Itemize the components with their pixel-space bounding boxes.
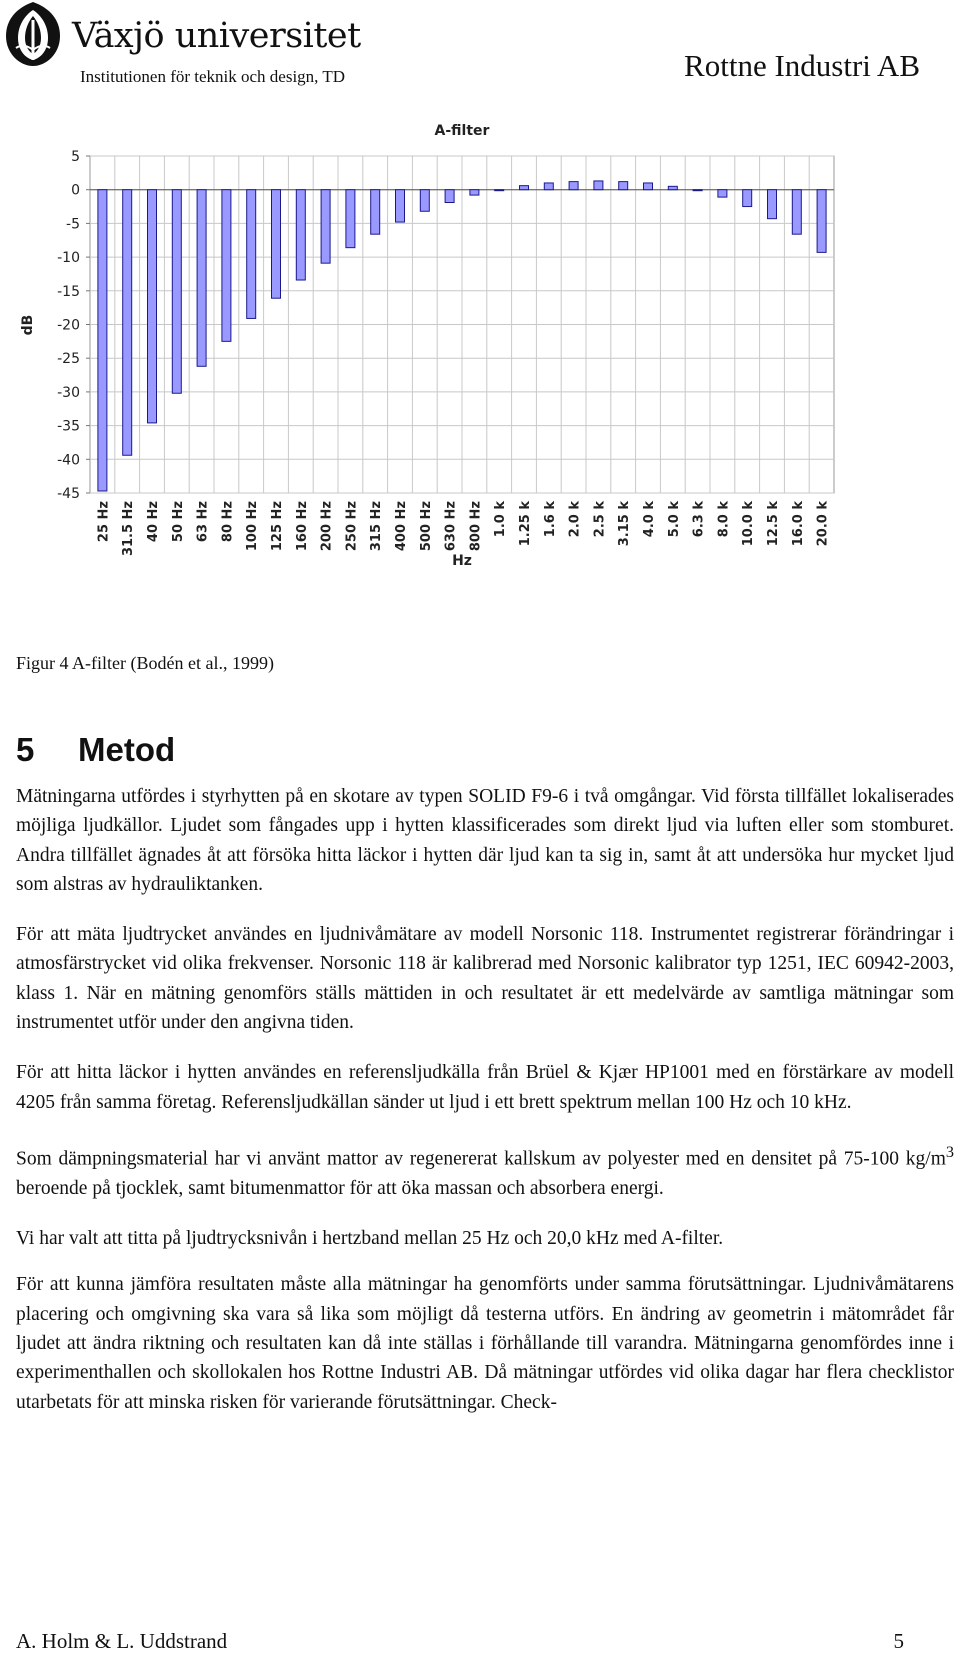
x-tick-label: 3.15 k [617, 501, 633, 547]
bar [222, 190, 231, 342]
paragraph-text: Som dämpningsmaterial har vi använt mattor av regenererat kallskum av polyester med en densitet på 75-100 kg/m [16, 1148, 946, 1170]
y-tick-label: -10 [57, 250, 80, 267]
company-name: Rottne Industri AB [684, 48, 920, 83]
x-tick-label: 800 Hz [468, 501, 484, 552]
x-tick-label: 16.0 k [790, 501, 806, 547]
x-tick-label: 1.6 k [542, 501, 558, 538]
x-tick-label: 8.0 k [716, 501, 732, 538]
bar [668, 186, 677, 189]
x-tick-label: 50 Hz [170, 501, 186, 543]
paragraph: För att kunna jämföra resultaten måste alla mätningar ha genomförts under samma förutsättningar. Ljudnivåmätarens placering och omgivning ska vara så lika som möjligt då testerna utförs. En ändring av geometrin i mätområdet får ljudet att ändra riktning och resultaten kan då inte ställas i förhållande till varandra. Mätningarna genomfördes inne i experimenthallen och skollokalen hos Rottne Industri AB. Då mätningar utfördes vid olika dagar har flera checklistor utarbetats för att minska risken för varierande förutsättningar. Check- [16, 1274, 954, 1413]
footer-authors: A. Holm & L. Uddstrand [16, 1629, 228, 1653]
x-axis-label: Hz [452, 553, 472, 569]
bar [470, 190, 479, 195]
y-tick-label: -40 [57, 452, 80, 469]
bar [272, 190, 281, 299]
x-tick-label: 315 Hz [369, 501, 385, 552]
x-tick-label: 31.5 Hz [121, 501, 137, 557]
y-tick-label: 0 [71, 182, 80, 199]
bar [520, 186, 529, 190]
x-tick-label: 1.0 k [493, 501, 509, 538]
bar [371, 190, 380, 234]
institution-name: Institutionen för teknik och design, TD [80, 67, 346, 86]
bar [718, 190, 727, 197]
bar [445, 190, 454, 203]
bar [693, 190, 702, 191]
bar [792, 190, 801, 234]
x-tick-label: 5.0 k [666, 501, 682, 538]
body-text [16, 782, 954, 1438]
bar [123, 190, 132, 456]
paragraph: För att mäta ljudtrycket användes en ljudnivåmätare av modell Norsonic 118. Instrumentet registrerar förändringar i atmosfärstrycket vid olika frekvenser. Norsonic 118 är kalibrerad med Norsonic kalibrator typ 1251, IEC 60942-2003, klass 1. När en mätning genomförs ställs mättiden in och resultatet är ett medelvärde av samtliga mätningar som instrumentet utför under den angivna tiden. [16, 924, 954, 1034]
x-tick-label: 100 Hz [245, 501, 261, 552]
university-logo [2, 0, 64, 68]
bar [148, 190, 157, 423]
x-tick-label: 500 Hz [418, 501, 434, 552]
bar [420, 190, 429, 212]
x-tick-label: 6.3 k [691, 501, 707, 538]
x-tick-label: 400 Hz [394, 501, 409, 552]
x-tick-label: 25 Hz [96, 501, 112, 543]
x-tick-label: 63 Hz [195, 501, 211, 543]
y-tick-label: -5 [66, 216, 80, 233]
page-number: 5 [893, 1629, 904, 1653]
x-tick-label: 4.0 k [642, 501, 657, 538]
x-tick-label: 630 Hz [443, 501, 459, 552]
bar [594, 181, 603, 190]
bar [296, 190, 305, 280]
x-tick-label: 2.0 k [567, 501, 583, 538]
y-tick-label: -15 [57, 283, 80, 300]
paragraph: För att hitta läckor i hytten användes en referensljudkälla från Brüel & Kjær HP1001 med en förstärkare av modell 4205 från samma företag. Referensljudkällan sänder ut ljud i ett brett spektrum mellan 100 Hz och 10 kHz. [16, 1062, 954, 1113]
university-name: Växjö universitet [72, 16, 361, 56]
y-tick-label: -45 [57, 486, 80, 502]
bar [172, 190, 181, 394]
section-title: Metod [78, 731, 176, 768]
y-tick-label: -20 [57, 317, 80, 334]
section-number: 5 [16, 731, 35, 768]
x-tick-label: 80 Hz [220, 501, 236, 543]
paragraph: Vi har valt att titta på ljudtrycksnivån i hertzband mellan 25 Hz och 20,0 kHz med A-filter. [16, 1228, 724, 1250]
y-axis-label: dB [20, 314, 36, 336]
x-tick-label: 10.0 k [741, 501, 757, 547]
bar [644, 183, 653, 190]
paragraph-text: beroende på tjocklek, samt bitumenmattor för att öka massan och absorbera energi. [16, 1177, 664, 1199]
x-tick-label: 2.5 k [592, 501, 608, 538]
bar [98, 190, 107, 491]
bar [197, 190, 206, 367]
bar [768, 190, 777, 219]
section-heading [16, 730, 175, 770]
x-tick-label: 20.0 k [815, 501, 831, 547]
bar [544, 183, 553, 190]
bar [396, 190, 405, 222]
bar [619, 182, 628, 190]
bar [247, 190, 256, 319]
chart-title: A-filter [434, 123, 490, 139]
bar [346, 190, 355, 248]
y-tick-label: -25 [57, 351, 80, 368]
x-tick-label: 250 Hz [344, 501, 360, 552]
y-tick-label: 5 [71, 149, 80, 165]
figure-caption: Figur 4 A-filter (Bodén et al., 1999) [16, 653, 274, 673]
superscript: 3 [945, 1142, 954, 1161]
x-tick-label: 200 Hz [319, 501, 335, 552]
bar [743, 190, 752, 207]
bar [321, 190, 330, 263]
x-tick-label: 1.25 k [518, 501, 533, 547]
paragraph: Mätningarna utfördes i styrhytten på en skotare av typen SOLID F9-6 i två omgångar. Vid första tillfället lokaliserades möjliga ljudkällor. Ljudet som fångades upp i hytten klassificerades som direkt ljud via luften eller som stomburet. Andra tillfället ägnades åt att försöka hitta läckor i hytten där ljud kan ta sig in, samt åt att undersöka hur mycket ljud som alstras av hydrauliktanken. [16, 786, 954, 895]
paragraph [16, 1138, 954, 1203]
x-tick-label: 160 Hz [294, 501, 310, 552]
x-tick-label: 12.5 k [766, 501, 781, 547]
bar [569, 182, 578, 190]
x-tick-label: 40 Hz [146, 501, 161, 543]
y-tick-label: -30 [57, 384, 80, 401]
bar [817, 190, 826, 253]
a-filter-chart [0, 118, 960, 618]
y-tick-label: -35 [57, 418, 80, 435]
x-tick-label: 125 Hz [270, 501, 285, 552]
bar [495, 190, 504, 191]
